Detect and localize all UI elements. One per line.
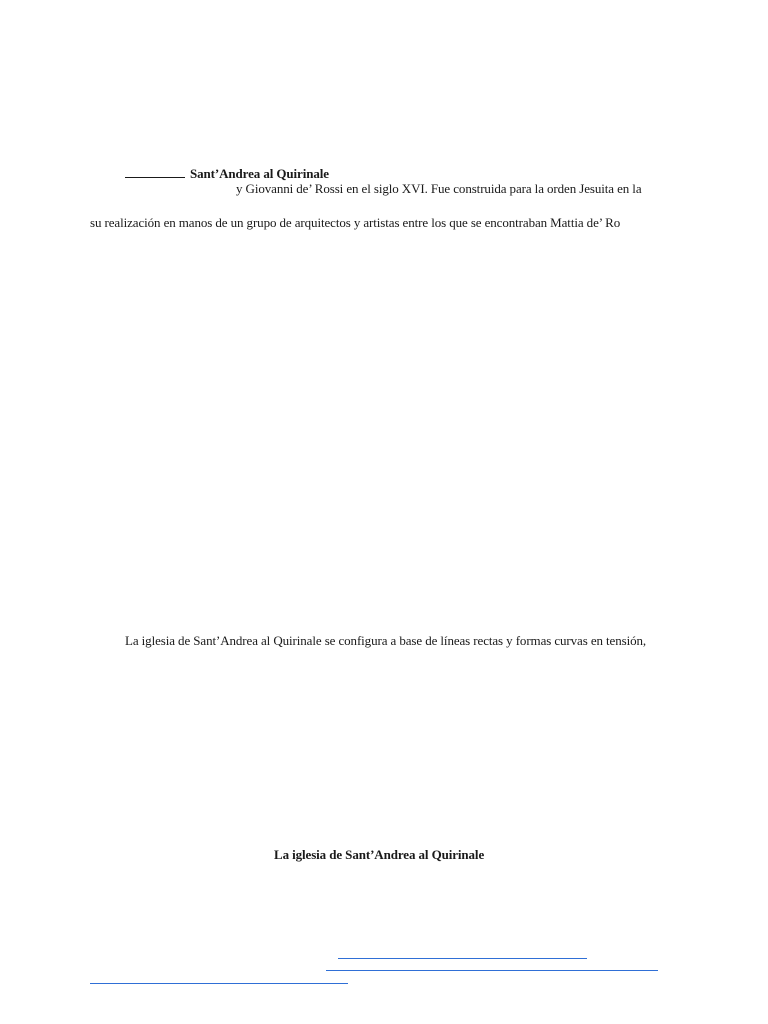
- paragraph-2-line-1: La iglesia de Sant’Andrea al Quirinale se configura a base de líneas rectas y formas curvas en tensión,: [125, 633, 647, 648]
- hyperlink-underline-3[interactable]: [90, 983, 348, 984]
- section-heading-title: Sant’Andrea al Quirinale: [190, 166, 329, 181]
- paragraph-1-line-1: y Giovanni de’ Rossi en el siglo XVI. Fue construida para la orden Jesuita en la: [236, 181, 642, 196]
- hyperlink-underline-2[interactable]: [326, 970, 658, 971]
- hyperlink-underline-1[interactable]: [338, 958, 587, 959]
- figure-caption: La iglesia de Sant’Andrea al Quirinale: [274, 847, 485, 862]
- blank-fill-line: [125, 167, 185, 178]
- section-heading: [125, 166, 329, 182]
- paragraph-1-line-2: su realización en manos de un grupo de arquitectos y artistas entre los que se encontraban Mattia de’ Ro: [90, 215, 621, 230]
